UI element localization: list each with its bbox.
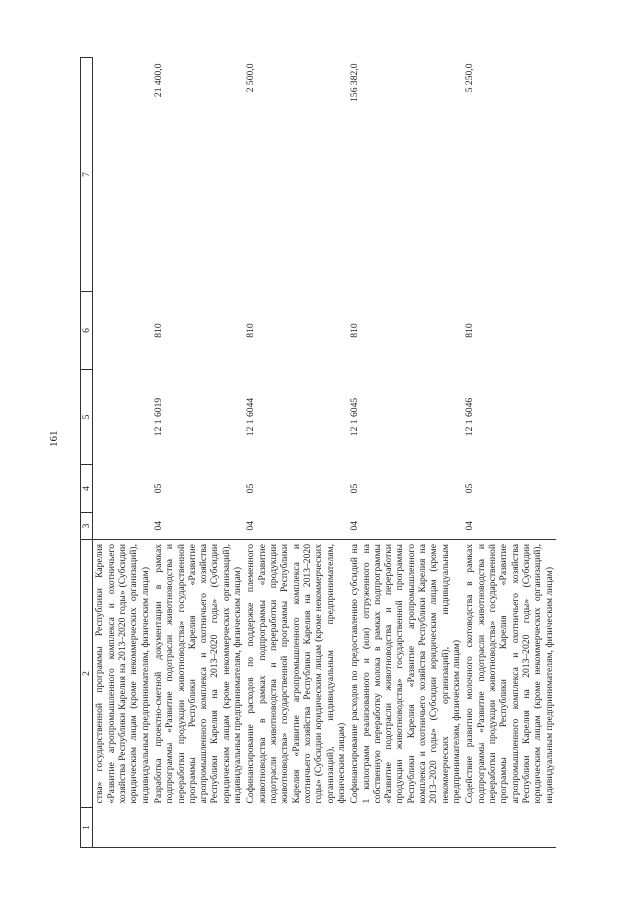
expense-type-cell: 810 xyxy=(349,323,361,338)
amount-cell: 156 382,0 xyxy=(349,63,361,102)
subsection-code-cell xyxy=(93,465,152,513)
page-number: 161 xyxy=(48,430,60,447)
row-number-cell xyxy=(244,808,348,848)
section-code-cell: 04 xyxy=(245,520,257,531)
description-cell: ства» государственной программы Республики Карелия «Развитие агропромышленного комплекса и охотничьего хозяйства Республики Карелия на 2013–2020 годы» (Субсидии юридическим лицам (кроме некоммерческих организаций), индивидуальным предпринимателям, физическим лицам) xyxy=(93,540,152,808)
description-cell: Софинансирование расходов по предоставлению субсидий на 1 килограмм реализованного и (или) отгруженного на собственную переработку молока в рамках подпрограммы «Развитие подотрасли животноводства и переработки продукции животноводства» государственной программы Республики Карелия «Развитие агропромышленного комплекса и охотничьего хозяйства Республики Карелия на 2013–2020 годы» (Субсидии юридическим лицам (кроме некоммерческих организаций), индивидуальным предпринимателям, физическим лицам) xyxy=(348,540,463,808)
row-number-cell xyxy=(463,808,556,848)
subsection-code-cell: 05 xyxy=(245,483,257,494)
expense-type-cell: 810 xyxy=(245,323,257,338)
target-article-cell xyxy=(93,370,152,465)
expense-type-cell: 810 xyxy=(152,323,164,338)
section-code-cell: 04 xyxy=(464,520,476,531)
budget-table xyxy=(80,57,556,848)
amount-cell: 5 250,0 xyxy=(464,63,476,93)
table-row xyxy=(244,58,348,848)
row-number-cell xyxy=(152,808,245,848)
description-cell: Софинансирование расходов по поддержке племенного животноводства в рамках подпрограммы «Развитие подотрасли животноводства и переработки продукции животноводства» государственной программы Республики Карелия «Развитие агропромышленного комплекса и охотничьего хозяйства Республики Карелия на 2013–2020 годы» (Субсидии юридическим лицам (кроме некоммерческих организаций), индивидуальным предпринимателям, физическим лицам) xyxy=(244,540,348,808)
rotated-page-content xyxy=(80,48,555,848)
target-article-cell: 12 1 6045 xyxy=(349,397,361,437)
expense-type-cell: 810 xyxy=(464,323,476,338)
target-article-cell: 12 1 6019 xyxy=(152,397,164,437)
amount-cell: 21 400,0 xyxy=(152,63,164,98)
table-header-row xyxy=(81,58,93,848)
column-header: 1 xyxy=(81,808,93,848)
section-code-cell xyxy=(93,513,152,540)
amount-cell xyxy=(93,58,152,292)
column-header: 7 xyxy=(81,58,93,292)
table-row xyxy=(463,58,556,848)
table-row xyxy=(93,58,152,848)
description-cell: Содействие развитию молочного скотоводства в рамках подпрограммы «Развитие подотрасли животноводства и переработки продукции животноводства» государственной программы Республики Карелия «Развитие агропромышленного комплекса и охотничьего хозяйства Республики Карелия на 2013–2020 годы» (Субсидии юридическим лицам (кроме некоммерческих организаций), индивидуальным предпринимателям, физическим лицам) xyxy=(463,540,556,808)
target-article-cell: 12 1 6046 xyxy=(464,397,476,437)
section-code-cell: 04 xyxy=(152,520,164,531)
table-row xyxy=(152,58,245,848)
row-number-cell xyxy=(93,808,152,848)
subsection-code-cell: 05 xyxy=(349,483,361,494)
subsection-code-cell: 05 xyxy=(152,483,164,494)
column-header: 5 xyxy=(81,370,93,465)
target-article-cell: 12 1 6044 xyxy=(245,397,257,437)
description-cell: Разработка проектно-сметной документации в рамках подпрограммы «Развитие подотрасли животноводства и переработки продукции животноводства» государственной программы Республики Карелия «Развитие агропромышленного комплекса и охотничьего хозяйства Республики Карелия на 2013–2020 годы» (Субсидии юридическим лицам (кроме некоммерческих организаций), индивидуальным предпринимателям, физическим лицам) xyxy=(152,540,245,808)
table-row xyxy=(348,58,463,848)
column-header: 6 xyxy=(81,292,93,370)
amount-cell: 2 500,0 xyxy=(245,63,257,93)
column-header: 3 xyxy=(81,513,93,540)
subsection-code-cell: 05 xyxy=(464,483,476,494)
column-header: 2 xyxy=(81,540,93,808)
row-number-cell xyxy=(348,808,463,848)
column-header: 4 xyxy=(81,465,93,513)
section-code-cell: 04 xyxy=(349,520,361,531)
expense-type-cell xyxy=(93,292,152,370)
